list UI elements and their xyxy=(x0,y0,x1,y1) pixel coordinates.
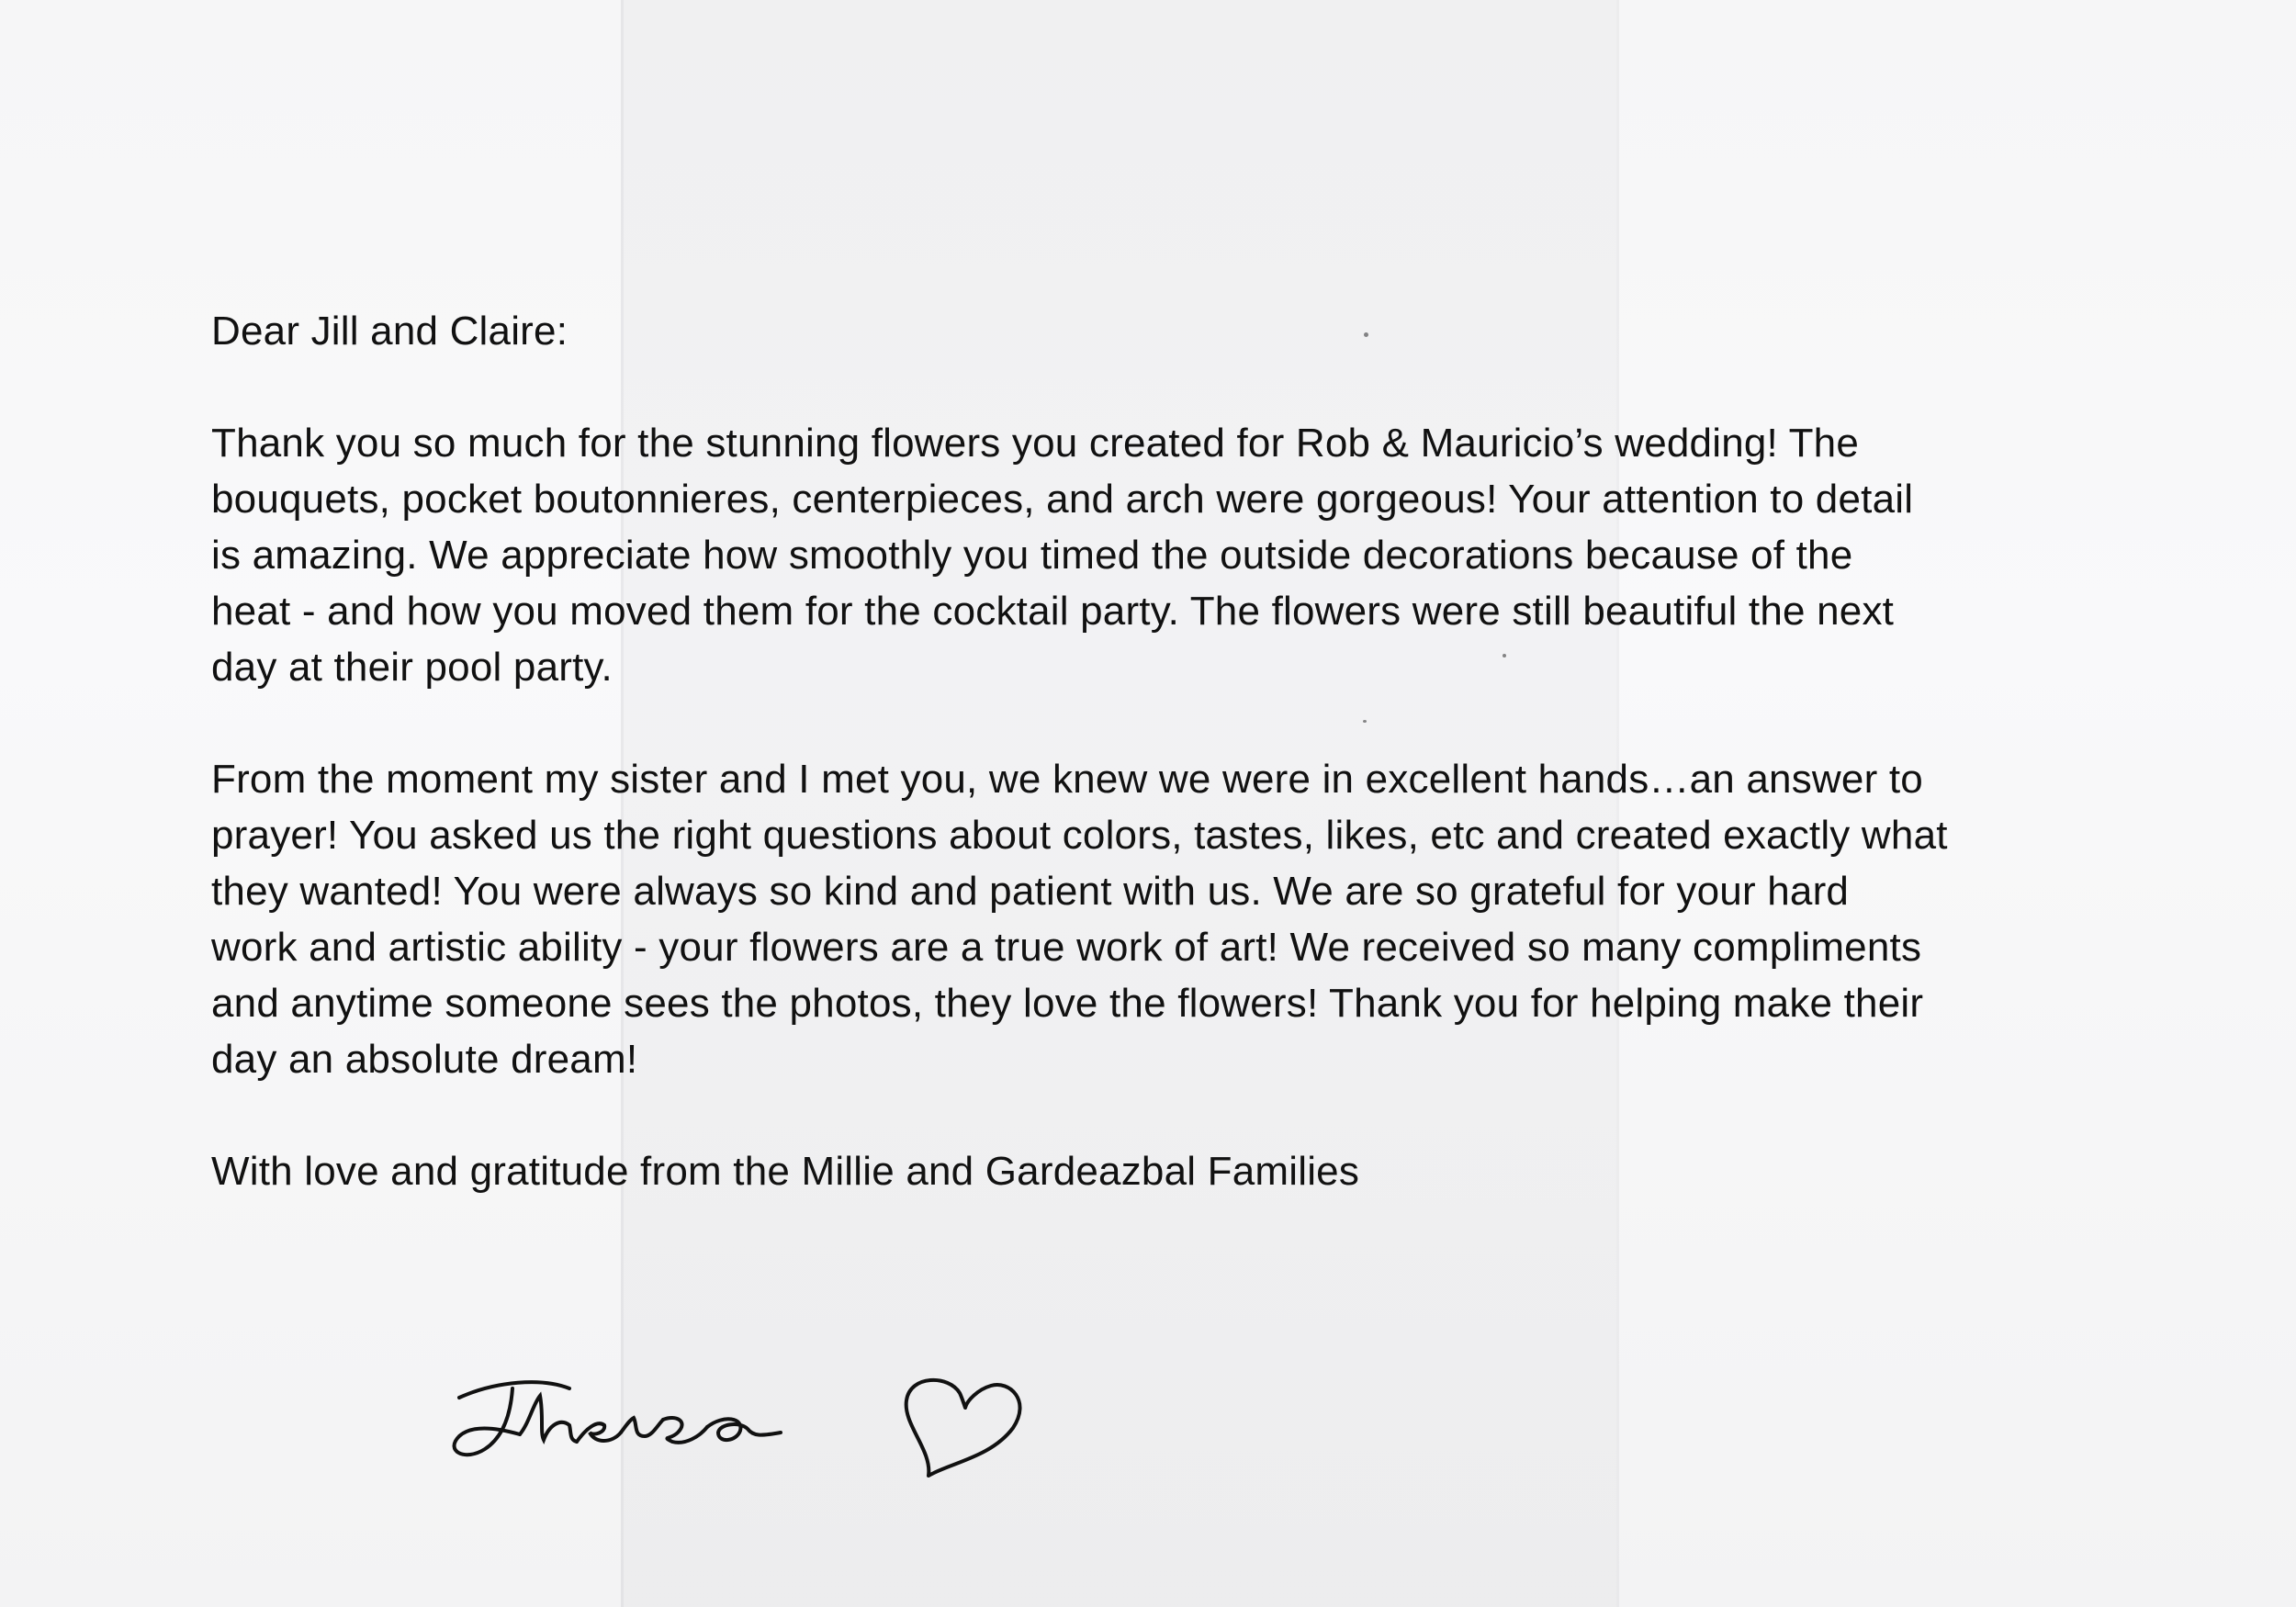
letter-greeting: Dear Jill and Claire: xyxy=(211,309,568,354)
letter-body xyxy=(211,303,2149,1199)
letter-closing: With love and gratitude from the Millie and Gardeazbal Families xyxy=(211,1149,1360,1194)
paragraph-line: and anytime someone sees the photos, they love the flowers! Thank you for helping make their xyxy=(211,981,1924,1026)
paragraph-spacer xyxy=(211,695,2149,751)
paragraph-line: day at their pool party. xyxy=(211,645,613,690)
heart-icon xyxy=(895,1373,1033,1492)
handwritten-signature xyxy=(432,1341,836,1469)
paragraph-line: From the moment my sister and I met you, we knew we were in excellent hands…an answer to xyxy=(211,757,1923,802)
paragraph-line: Thank you so much for the stunning flowers you created for Rob & Mauricio’s wedding! The xyxy=(211,421,1860,466)
paragraph-line: day an absolute dream! xyxy=(211,1037,638,1082)
paragraph-line: they wanted! You were always so kind and patient with us. We are so grateful for your hard xyxy=(211,869,1850,914)
paragraph-line: bouquets, pocket boutonnieres, centerpieces, and arch were gorgeous! Your attention to detail xyxy=(211,477,1914,522)
letter-paragraph-2 xyxy=(211,751,2149,1087)
paragraph-line: prayer! You asked us the right questions about colors, tastes, likes, etc and created exactly what xyxy=(211,813,1948,858)
paragraph-spacer xyxy=(211,359,2149,415)
paragraph-line: heat - and how you moved them for the cocktail party. The flowers were still beautiful the next xyxy=(211,589,1895,634)
letter-paragraph-1 xyxy=(211,415,2149,695)
paragraph-line: is amazing. We appreciate how smoothly you timed the outside decorations because of the xyxy=(211,533,1853,578)
paragraph-line: work and artistic ability - your flowers are a true work of art! We received so many compliments xyxy=(211,925,1922,970)
paragraph-spacer xyxy=(211,1087,2149,1143)
